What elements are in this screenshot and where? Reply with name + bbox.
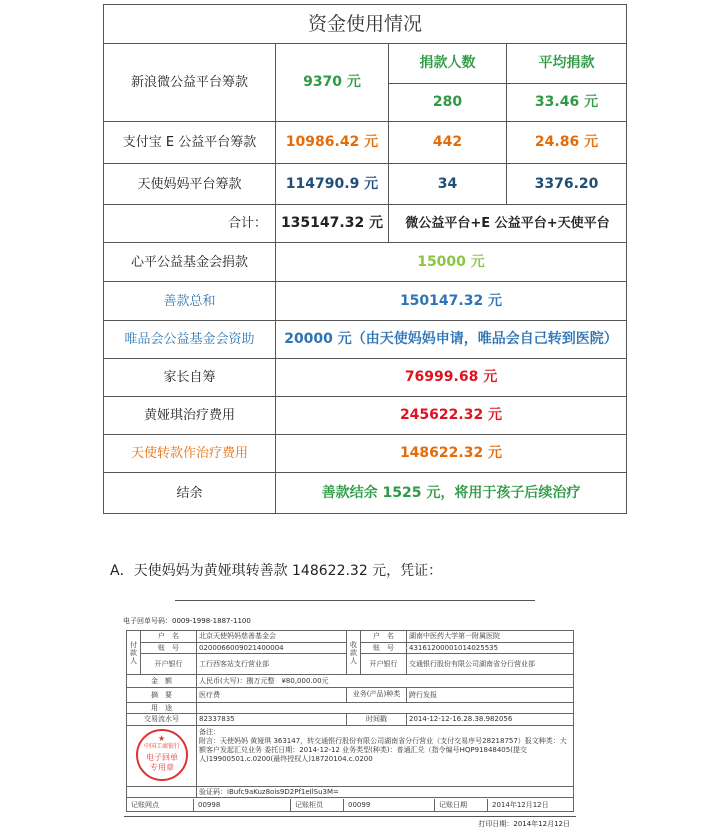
- angel-label: 天使妈妈平台筹款: [104, 164, 276, 205]
- summary-value: 医疗费: [197, 687, 347, 702]
- rec-teller-value: 00099: [344, 799, 435, 811]
- angel-donors: 34: [389, 164, 507, 205]
- rec-point-value: 00998: [194, 799, 291, 811]
- average-header: 平均捐款: [507, 44, 627, 84]
- payee-bank: 交通银行股份有限公司湖南省分行营业部: [407, 654, 574, 675]
- print-date: 打印日期：2014年12月12日: [478, 820, 570, 828]
- verify-label: 验证码：: [199, 787, 227, 796]
- serial-label: 交易流水号: [127, 714, 197, 726]
- note-text: 附言：天使妈妈 黄娅琪 363147，转交通银行股份有限公司湖南省分行营业（支付交易序号28218757）报文种类：大额客户发起汇兑业务 委托日期：2014-12-12 业务类型(种类)：普通汇兑（指令编号HQP91848405(提交人)19900501.c.0200(最终授权人)18720104.c.0200: [199, 736, 567, 763]
- alipay-label: 支付宝 E 公益平台筹款: [104, 122, 276, 164]
- payer-bank-label: 开户银行: [141, 654, 197, 675]
- verify-value: iBufc9aKuz8ois9D2Pf1eIlSu3M=: [227, 787, 339, 796]
- business-label: 业务(产品)种类: [347, 687, 407, 702]
- stamp-text-2: 专用章: [150, 762, 174, 772]
- vip-value: 20000 元（由天使妈妈申请，唯品会自己转到医院）: [276, 321, 627, 359]
- table-title: 资金使用情况: [104, 5, 627, 44]
- balance-label: 结余: [104, 473, 276, 514]
- voucher-caption: A．天使妈妈为黄娅琪转善款 148622.32 元，凭证：: [110, 563, 443, 579]
- sina-average: 33.46 元: [507, 84, 627, 122]
- rec-date-label: 记账日期: [435, 799, 488, 811]
- angel-transfer-value: 148622.32 元: [276, 435, 627, 473]
- bank-stamp: [136, 729, 188, 781]
- stamp-bank-name: 中国工商银行: [143, 742, 180, 750]
- receipt-number: 电子回单号码：0009-1998-1887-1100: [123, 617, 251, 625]
- donors-header: 捐款人数: [389, 44, 507, 84]
- treatment-label: 黄娅琪治疗费用: [104, 397, 276, 435]
- family-label: 家长自筹: [104, 359, 276, 397]
- family-value: 76999.68 元: [276, 359, 627, 397]
- payee-name-label: 户 名: [361, 631, 407, 643]
- payer-account: 0200066009021400004: [197, 642, 347, 654]
- note-cell: [197, 725, 574, 786]
- note-label: 备注：: [199, 727, 220, 736]
- balance-value: 善款结余 1525 元，将用于孩子后续治疗: [276, 473, 627, 514]
- treatment-value: 245622.32 元: [276, 397, 627, 435]
- rec-teller-label: 记账柜员: [291, 799, 344, 811]
- payee-account: 43161200001014025535: [407, 642, 574, 654]
- rec-point-label: 记账网点: [127, 799, 194, 811]
- sum-label: 善款总和: [104, 282, 276, 321]
- funds-usage-table: [103, 4, 627, 514]
- alipay-average: 24.86 元: [507, 122, 627, 164]
- payer-bank: 工行西客站支行营业部: [197, 654, 347, 675]
- total-amount: 135147.32 元: [276, 205, 389, 243]
- purpose-label: 用 途: [127, 702, 197, 714]
- receipt-top-rule: [175, 600, 535, 601]
- verify-cell: [197, 786, 574, 798]
- xinping-label: 心平公益基金会捐款: [104, 243, 276, 282]
- payee-name: 湖南中医药大学第一附属医院: [407, 631, 574, 643]
- serial-value: 82337835: [197, 714, 347, 726]
- business-value: 跨行发报: [407, 687, 574, 702]
- receipt-bottom-rule: [124, 816, 576, 817]
- purpose-value: [197, 702, 574, 714]
- stamp-text-1: 电子回单: [146, 752, 178, 762]
- payee-account-label: 账 号: [361, 642, 407, 654]
- payer-name-label: 户 名: [141, 631, 197, 643]
- xinping-value: 15000 元: [276, 243, 627, 282]
- alipay-donors: 442: [389, 122, 507, 164]
- angel-average: 3376.20: [507, 164, 627, 205]
- amount-value: 人民币(大写)：捌万元整 ¥80,000.00元: [197, 675, 574, 688]
- payer-side-label: 付款人: [127, 631, 141, 675]
- stamp-star-icon: ★: [158, 733, 166, 743]
- payer-account-label: 账 号: [141, 642, 197, 654]
- alipay-amount: 10986.42 元: [276, 122, 389, 164]
- payer-name: 北京天使妈妈慈善基金会: [197, 631, 347, 643]
- rec-date-value: 2014年12月12日: [492, 800, 549, 809]
- summary-label: 摘 要: [127, 687, 197, 702]
- record-row: [127, 798, 574, 812]
- angel-amount: 114790.9 元: [276, 164, 389, 205]
- stamp-cell: [127, 725, 197, 786]
- receipt-table: [126, 630, 574, 812]
- total-note: 微公益平台+E 公益平台+天使平台: [389, 205, 627, 243]
- amount-label: 金 额: [127, 675, 197, 688]
- vip-label: 唯品会公益基金会资助: [104, 321, 276, 359]
- angel-transfer-label: 天使转款作治疗费用: [104, 435, 276, 473]
- time-label: 时间戳: [347, 714, 407, 726]
- total-label: 合计：: [104, 205, 276, 243]
- sum-value: 150147.32 元: [276, 282, 627, 321]
- payee-bank-label: 开户银行: [361, 654, 407, 675]
- sina-label: 新浪微公益平台筹款: [104, 44, 276, 122]
- verify-blank: [127, 786, 197, 798]
- sina-amount: 9370 元: [276, 44, 389, 122]
- time-value: 2014-12-12-16.28.38.982056: [407, 714, 574, 726]
- payee-side-label: 收款人: [347, 631, 361, 675]
- bank-receipt: [120, 594, 580, 830]
- sina-donors: 280: [389, 84, 507, 122]
